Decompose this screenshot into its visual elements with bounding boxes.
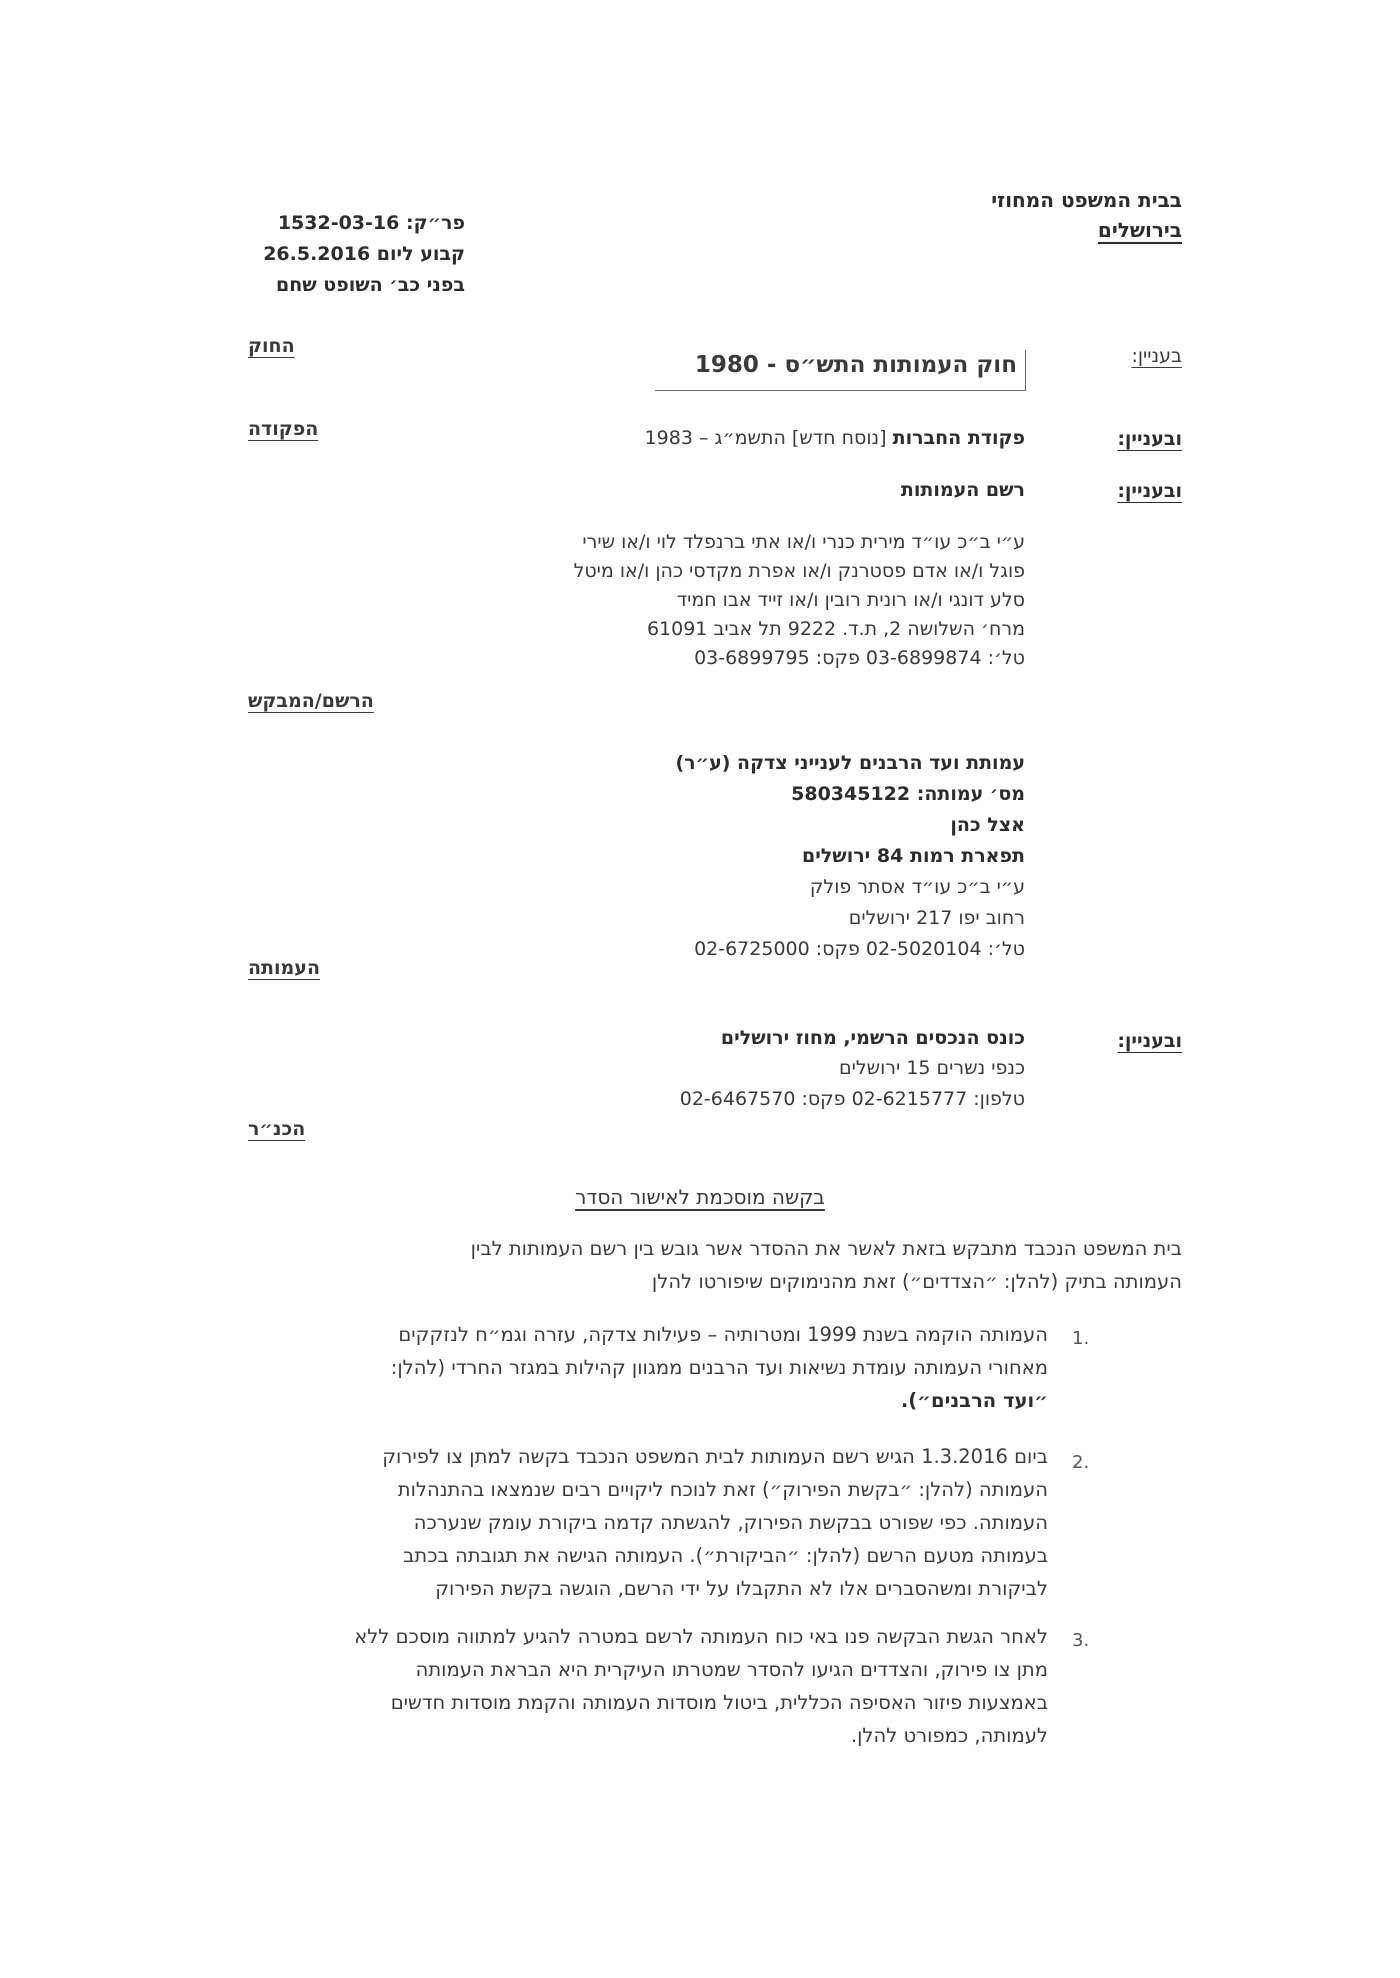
paragraph-line: מאחורי העמותה עומדת נשיאות ועד הרבנים ממגוון קהילות במגזר החרדי (להלן: xyxy=(390,1356,1048,1379)
matter-label: ובעניין: xyxy=(1117,1030,1182,1052)
ordinance-version: [נוסח חדש] התשמ״ג – 1983 xyxy=(644,427,893,449)
side-label-ordinance: הפקודה xyxy=(248,418,319,440)
representation-line: מרח׳ השלושה 2, ת.ד. 9222 תל אביב 61091 xyxy=(646,618,1025,640)
receiver-address: כנפי נשרים 15 ירושלים xyxy=(839,1057,1025,1079)
association-representation xyxy=(694,872,1025,965)
law-title: חוק העמותות התש״ס - 1980 xyxy=(655,350,1026,391)
side-label-association: העמותה xyxy=(248,957,321,979)
paragraph-line: העמותה הוקמה בשנת 1999 ומטרותיה – פעילות צדקה, עזרה וגמ״ח לנזקקים xyxy=(398,1323,1048,1346)
paragraph-3 xyxy=(220,1620,1048,1752)
representation-line: רחוב יפו 217 ירושלים xyxy=(848,907,1025,929)
side-label-registrar: הרשם/המבקש xyxy=(248,690,374,712)
paragraph-line: העמותה (להלן: ״בקשת הפירוק״) זאת לנוכח ליקויים רבים שנמצאו בהתנהלות xyxy=(397,1478,1048,1501)
paragraph-number: 1. xyxy=(1072,1328,1090,1349)
paragraph-line: לאחר הגשת הבקשה פנו באי כוח העמותה לרשם במטרה להגיע למתווה מוסכם ללא xyxy=(354,1625,1048,1648)
request-title: בקשה מוסכמת לאישור הסדר xyxy=(575,1185,825,1209)
matter-label: בעניין: xyxy=(1131,345,1182,367)
association-address: תפארת רמות 84 ירושלים xyxy=(801,845,1025,867)
case-details xyxy=(263,208,465,301)
court-location: בירושלים xyxy=(1097,218,1182,242)
paragraph-line: באמצעות פיזור האסיפה הכללית, ביטול מוסדות העמותה והקמת מוסדות חדשים xyxy=(390,1691,1048,1714)
paragraph-1 xyxy=(220,1318,1048,1417)
hearing-date: קבוע ליום 26.5.2016 xyxy=(263,243,465,265)
ordinance-title xyxy=(645,424,1025,453)
receiver-details xyxy=(680,1053,1025,1115)
paragraph-line: מתן צו פירוק, והצדדים הגיעו להסדר שמטרתו העיקרית היא הבראת העמותה xyxy=(415,1658,1048,1681)
judge-name: בפני כב׳ השופט שחם xyxy=(276,274,465,296)
paragraph-line: לעמותה, כמפורט להלן. xyxy=(850,1724,1048,1747)
matter-label: ובעניין: xyxy=(1117,428,1182,450)
receiver-name: כונס הנכסים הרשמי, מחוז ירושלים xyxy=(720,1027,1025,1049)
representation-line: ע״י ב״כ עו״ד מירית כנרי ו/או אתי ברנפלד לוי ו/או שירי xyxy=(582,531,1025,553)
paragraph-line: לביקורת ומשהסברים אלו לא התקבלו על ידי הרשם, הוגשה בקשת הפירוק xyxy=(435,1577,1048,1600)
paragraph-line: ביום 1.3.2016 הגיש רשם העמותות לבית המשפט הנכבד בקשה למתן צו לפירוק xyxy=(382,1445,1048,1468)
case-number: פר״ק: 1532-03-16 xyxy=(277,212,465,234)
representation-line: טל׳: 03-6899874 פקס: 03-6899795 xyxy=(694,647,1025,669)
intro-paragraph xyxy=(220,1232,1182,1298)
association-name: עמותת ועד הרבנים לענייני צדקה (ע״ר) xyxy=(675,752,1025,774)
paragraph-line: בעמותה מטעם הרשם (להלן: ״הביקורת״). העמותה הגישה את תגובתה בכתב xyxy=(403,1544,1048,1567)
paragraph-line: העמותה. כפי שפורט בבקשת הפירוק, להגשתה קדמה ביקורת עומק שנערכה xyxy=(413,1511,1048,1534)
court-name: בבית המשפט המחוזי xyxy=(991,188,1182,212)
paragraph-line: ״ועד הרבנים״). xyxy=(900,1389,1048,1412)
representation-line: פוגל ו/או אדם פסטרנק ו/או אפרת מקדסי כהן ו/או מיטל xyxy=(573,560,1025,582)
court-header xyxy=(991,185,1182,245)
paragraph-2 xyxy=(220,1440,1048,1605)
representation-line: טל׳: 02-5020104 פקס: 02-6725000 xyxy=(694,938,1025,960)
matter-label: ובעניין: xyxy=(1117,480,1182,502)
representation-line: ע״י ב״כ עו״ד אסתר פולק xyxy=(809,876,1025,898)
registrar-representation xyxy=(574,528,1025,673)
side-label-law: החוק xyxy=(248,335,295,357)
paragraph-number: 2. xyxy=(1072,1452,1090,1473)
association-number: מס׳ עמותה: 580345122 xyxy=(791,783,1025,805)
representation-line: סלע דונגי ו/או רונית רובין ו/או זייד אבו חמיד xyxy=(676,589,1025,611)
registrar-name: רשם העמותות xyxy=(900,479,1025,501)
intro-line: העמותה בתיק (להלן: ״הצדדים״) זאת מהנימוקים שיפורטו להלן xyxy=(651,1270,1182,1293)
ordinance-name: פקודת החברות xyxy=(892,427,1025,449)
intro-line: בית המשפט הנכבד מתבקש בזאת לאשר את ההסדר אשר גובש בין רשם העמותות לבין xyxy=(470,1237,1182,1260)
side-label-receiver: הכנ״ר xyxy=(248,1118,306,1140)
association-care-of: אצל כהן xyxy=(950,814,1025,836)
paragraph-number: 3. xyxy=(1072,1630,1090,1651)
receiver-phone: טלפון: 02-6215777 פקס: 02-6467570 xyxy=(679,1088,1025,1110)
association-details xyxy=(675,748,1025,872)
